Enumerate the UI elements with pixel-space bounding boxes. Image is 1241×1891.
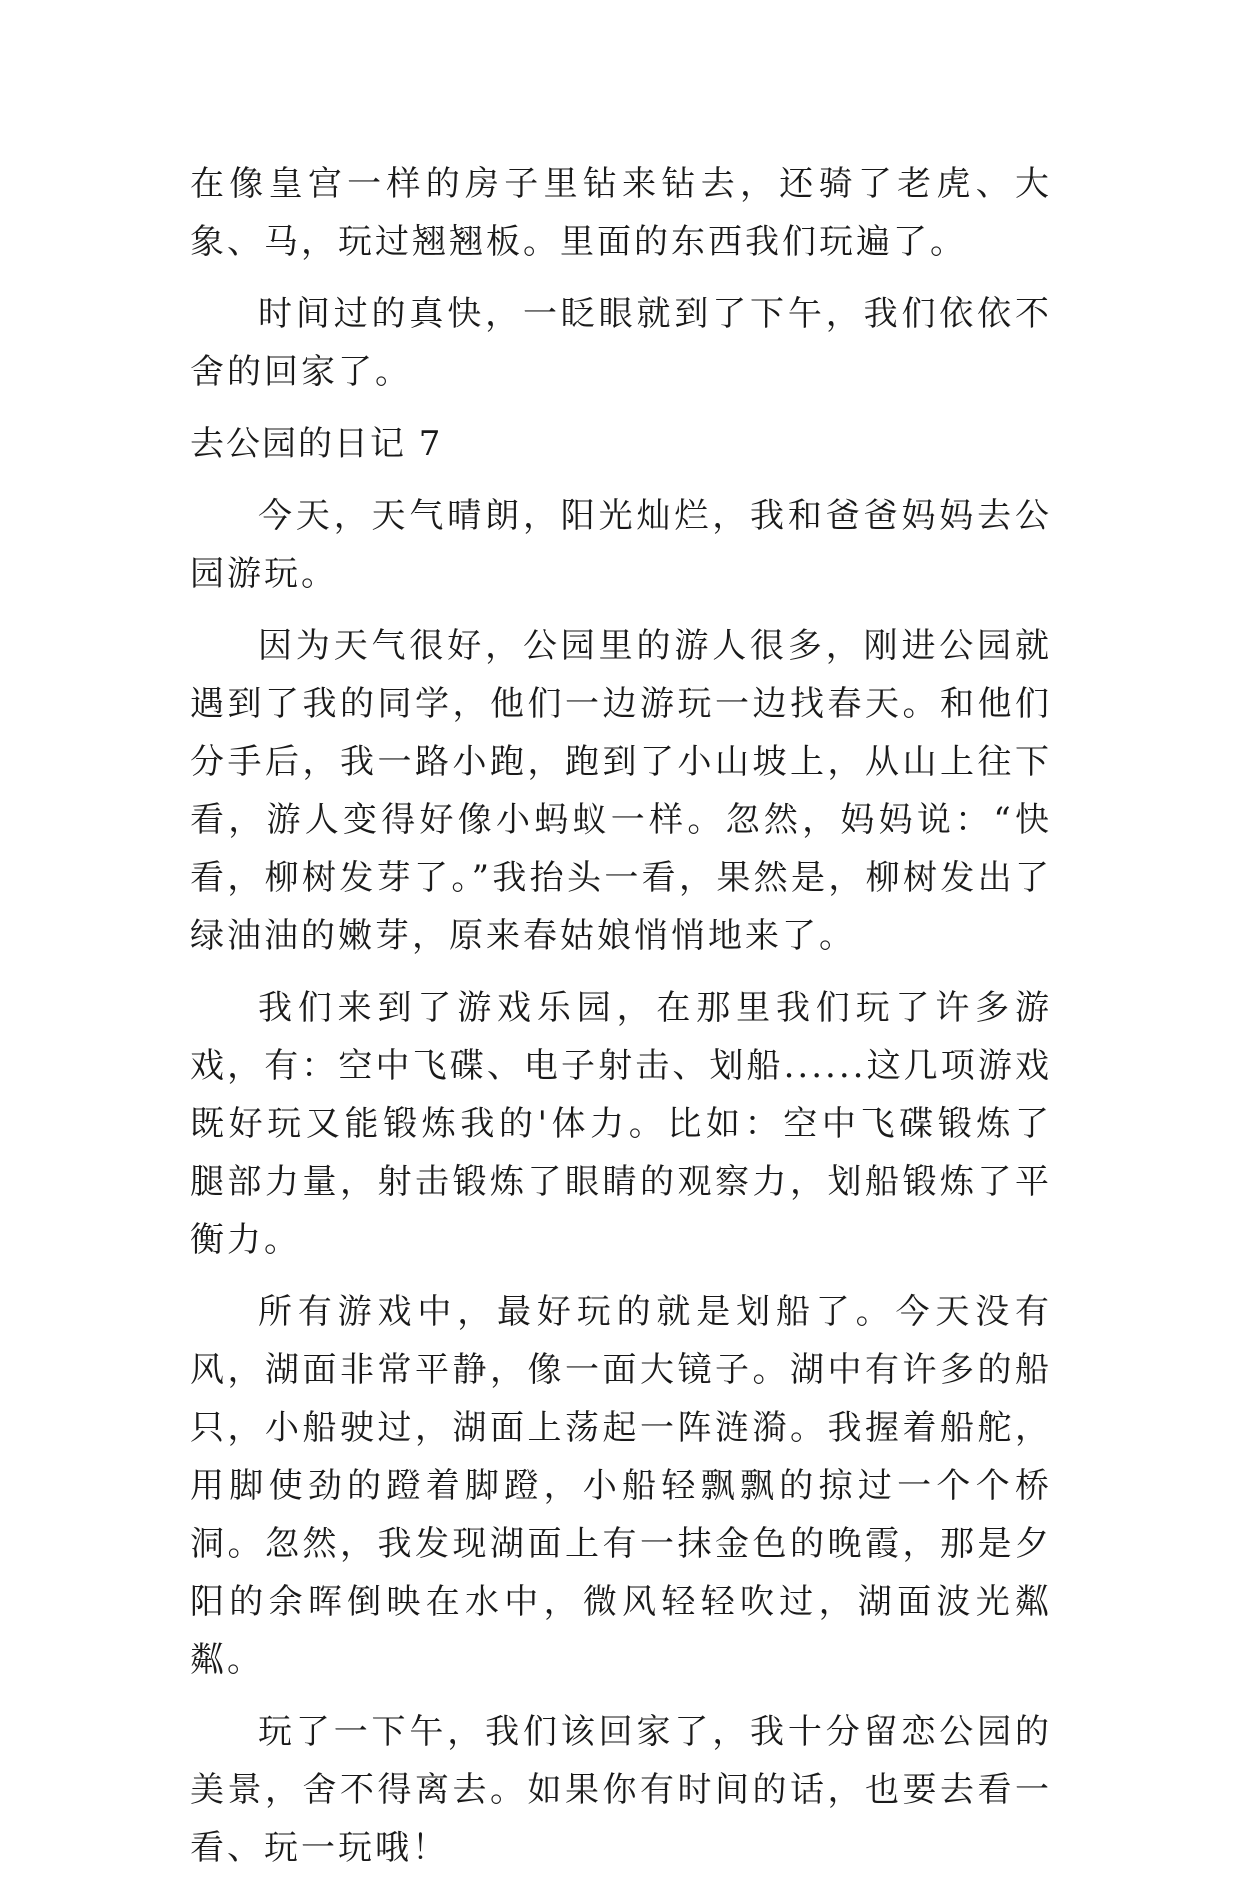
document-body [190, 155, 1052, 1891]
paragraph: 今天，天气晴朗，阳光灿烂，我和爸爸妈妈去公园游玩。 [190, 496, 1052, 594]
paragraph: 玩了一下午，我们该回家了，我十分留恋公园的美景，舍不得离去。如果你有时间的话，也要去看一看、玩一玩哦！ [190, 1712, 1052, 1868]
paragraph: 因为天气很好，公园里的游人很多，刚进公园就遇到了我的同学，他们一边游玩一边找春天。和他们分手后，我一路小跑，跑到了小山坡上，从山上往下看，游人变得好像小蚂蚁一样。忽然，妈妈说：“快看，柳树发芽了。”我抬头一看，果然是，柳树发出了绿油油的嫩芽，原来春姑娘悄悄地来了。 [190, 626, 1052, 956]
paragraph: 时间过的真快，一眨眼就到了下午，我们依依不舍的回家了。 [190, 294, 1052, 392]
section-heading: 去公园的日记 7 [190, 424, 443, 464]
paragraph: 我们来到了游戏乐园，在那里我们玩了许多游戏，有：空中飞碟、电子射击、划船......这几项游戏既好玩又能锻炼我的'体力。比如：空中飞碟锻炼了腿部力量，射击锻炼了眼睛的观察力，划船锻炼了平衡力。 [190, 988, 1052, 1260]
paragraph-continued: 在像皇宫一样的房子里钻来钻去，还骑了老虎、大象、马，玩过翘翘板。里面的东西我们玩遍了。 [190, 164, 1052, 262]
paragraph: 所有游戏中，最好玩的就是划船了。今天没有风，湖面非常平静，像一面大镜子。湖中有许多的船只，小船驶过，湖面上荡起一阵涟漪。我握着船舵，用脚使劲的蹬着脚蹬，小船轻飘飘的掠过一个个桥洞。忽然，我发现湖面上有一抹金色的晚霞，那是夕阳的余晖倒映在水中，微风轻轻吹过，湖面波光粼粼。 [190, 1292, 1052, 1680]
